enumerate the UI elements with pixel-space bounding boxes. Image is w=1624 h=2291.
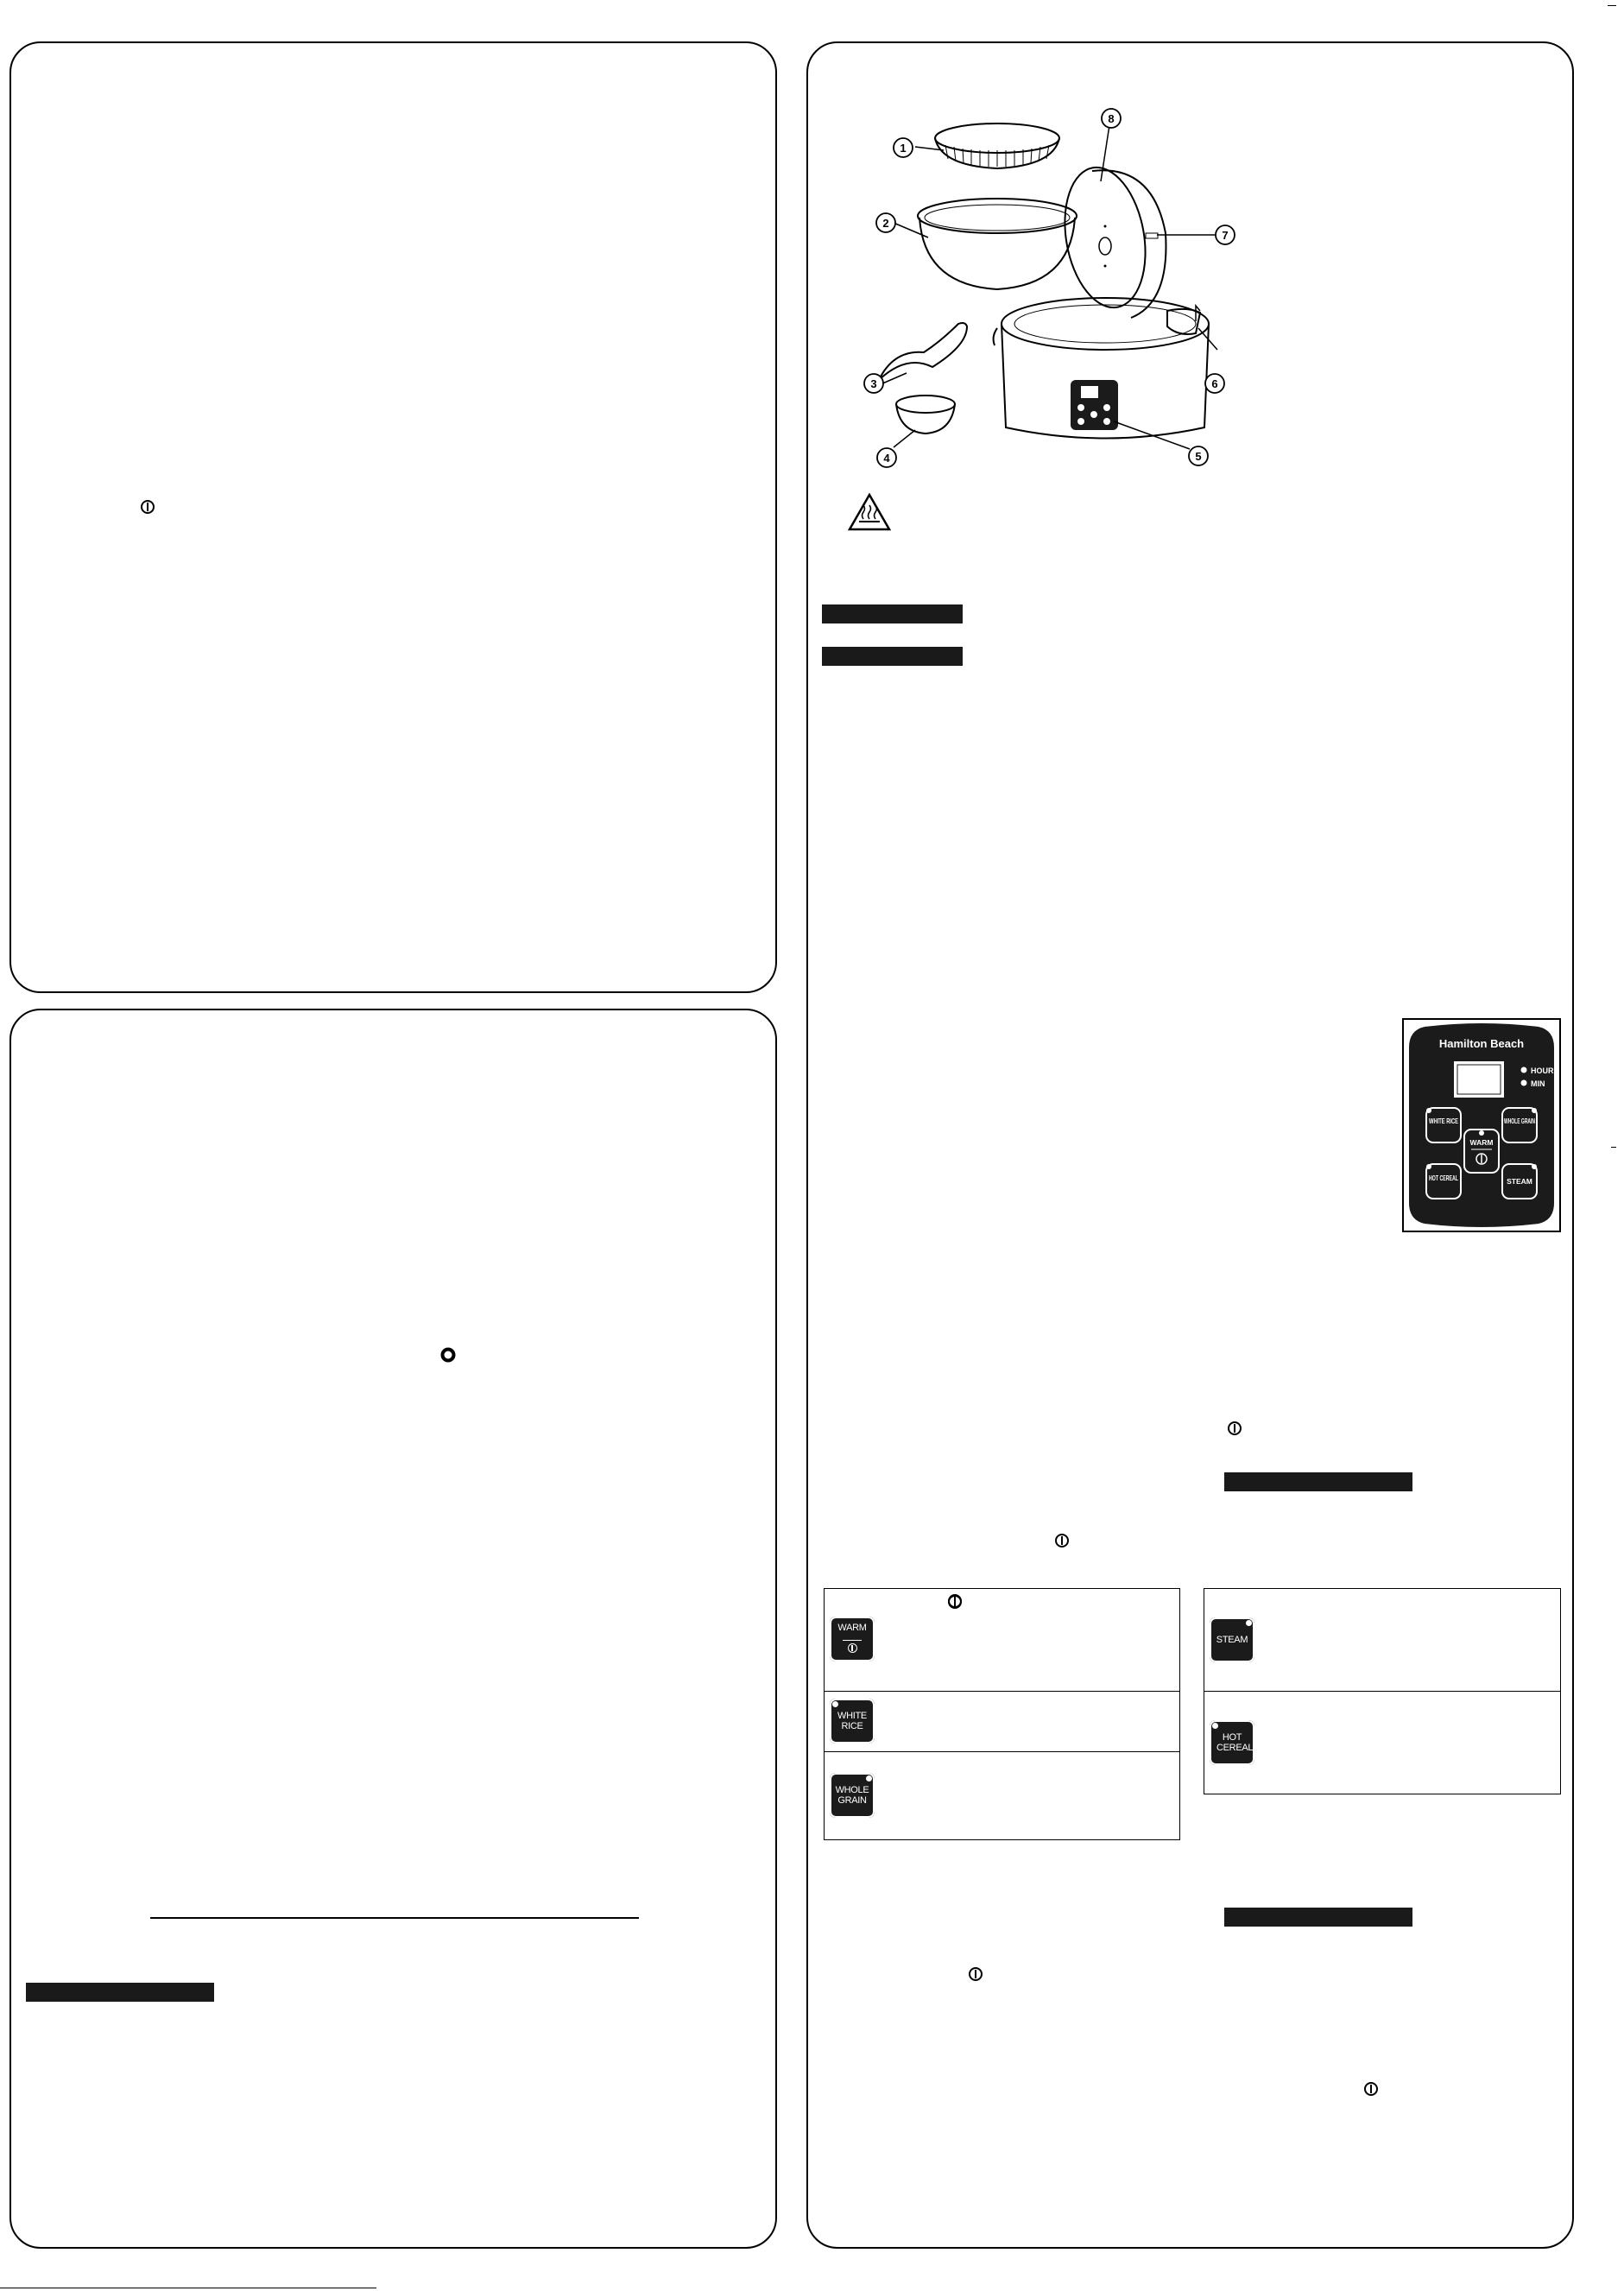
warm-button-label: WARM xyxy=(837,1623,867,1633)
trim-mark-right xyxy=(1611,1147,1616,1148)
warm-button-icon xyxy=(830,1617,875,1661)
callout-8: 8 xyxy=(1108,112,1115,125)
trim-mark-top-right xyxy=(1608,5,1616,6)
heading-bar-4 xyxy=(1224,1908,1412,1927)
panel-warm-label: WARM xyxy=(1469,1138,1494,1147)
table-row-divider xyxy=(824,1751,1180,1752)
whole-grain-button-label: WHOLE GRAIN xyxy=(835,1785,869,1806)
steam-button-label: STEAM xyxy=(1216,1635,1248,1645)
hot-surface-warning-icon xyxy=(847,492,892,532)
panel-hot-cereal-label: HOT CEREAL xyxy=(1429,1174,1458,1182)
steam-button-icon xyxy=(1210,1617,1254,1662)
callout-7: 7 xyxy=(1222,229,1229,242)
panel-white-rice-label: WHITE RICE xyxy=(1429,1117,1459,1125)
brand-logo-text: Hamilton Beach xyxy=(1438,1037,1525,1050)
hot-cereal-button-icon xyxy=(1210,1720,1254,1765)
left-top-panel xyxy=(9,41,777,993)
hour-indicator-label: HOUR xyxy=(1531,1066,1554,1075)
power-icon xyxy=(968,1966,983,1982)
whole-grain-button-icon xyxy=(830,1773,875,1818)
power-icon xyxy=(1227,1421,1242,1436)
rice-cooker-parts-illustration xyxy=(855,95,1304,527)
callout-6: 6 xyxy=(1211,377,1218,390)
power-icon xyxy=(947,1594,963,1610)
power-icon xyxy=(140,499,155,515)
power-icon xyxy=(1363,2081,1379,2097)
section-heading-bar xyxy=(26,1983,214,2002)
hot-cereal-button-label: HOT CEREAL xyxy=(1216,1732,1254,1753)
heading-bar-3 xyxy=(1224,1472,1412,1491)
panel-steam-label: STEAM xyxy=(1507,1177,1532,1186)
control-panel-illustration xyxy=(1406,1022,1558,1229)
panel-whole-grain-label: WHOLE GRAIN xyxy=(1504,1117,1535,1125)
heading-bar-1 xyxy=(822,604,963,623)
callout-2: 2 xyxy=(882,217,889,230)
white-rice-button-label: WHITE RICE xyxy=(837,1711,867,1731)
left-bottom-panel xyxy=(9,1009,777,2249)
min-indicator-label: MIN xyxy=(1531,1079,1545,1088)
callout-5: 5 xyxy=(1195,450,1202,463)
callout-3: 3 xyxy=(870,377,877,390)
power-icon xyxy=(1054,1533,1070,1548)
callout-4: 4 xyxy=(883,452,890,465)
table-row-divider xyxy=(824,1691,1180,1692)
ring-icon xyxy=(439,1346,457,1364)
button-legend-table-left xyxy=(824,1588,1180,1840)
heading-bar-2 xyxy=(822,647,963,666)
section-divider-line xyxy=(150,1917,639,1919)
white-rice-button-icon xyxy=(830,1699,875,1744)
callout-1: 1 xyxy=(900,142,907,155)
table-row-divider xyxy=(1204,1691,1561,1692)
